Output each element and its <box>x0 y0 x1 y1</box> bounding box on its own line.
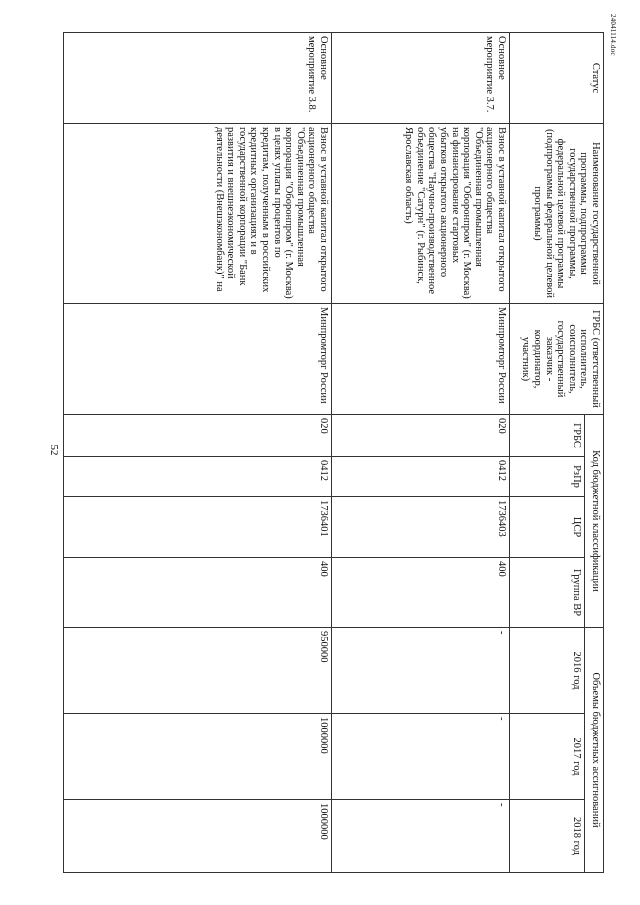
row-grbs: Минпромторг России <box>64 304 332 415</box>
table-row <box>332 33 510 873</box>
row-2018: 1000000 <box>64 800 332 873</box>
row-status: Основное мероприятие 3.8. <box>64 33 332 124</box>
row-vr: 400 <box>64 558 332 628</box>
footer-filename: 24041114.doc <box>609 14 617 56</box>
row-2017: 1000000 <box>64 714 332 800</box>
header-status: Статус <box>510 33 604 124</box>
row-grbs: Минпромторг России <box>332 304 510 415</box>
header-2016: 2016 год <box>510 628 585 714</box>
row-2018: - <box>332 800 510 873</box>
row-rzpr: 0412 <box>64 457 332 497</box>
budget-table <box>63 32 604 873</box>
row-rzpr: 0412 <box>332 457 510 497</box>
row-vr: 400 <box>332 558 510 628</box>
header-2017: 2017 год <box>510 714 585 800</box>
header-kbk-rzpr: РзПр <box>510 457 585 497</box>
header-grbs: ГРБС (ответственный исполнитель, соисполнитель, государственный заказчик - координатор, участник) <box>510 304 604 415</box>
header-row-1 <box>585 33 604 873</box>
header-2018: 2018 год <box>510 800 585 873</box>
header-kbk-grbs: ГРБС <box>510 415 585 457</box>
header-budget: Объемы бюджетных ассигнований <box>585 628 604 873</box>
table-row <box>64 33 332 873</box>
row-name: Взнос в уставной капитал открытого акционерного общества "Объединенная промышленная корпорация "Оборонпром" (г. Москва) на финансирование стартовых убытков открытого акционерного общества "Научно-производственное объединение "Сатурн" (г. Рыбинск, Ярославская область) <box>332 124 510 304</box>
row-status: Основное мероприятие 3.7. <box>332 33 510 124</box>
row-kbk-grbs: 020 <box>64 415 332 457</box>
row-csr: 1736403 <box>332 497 510 558</box>
row-csr: 1736401 <box>64 497 332 558</box>
header-kbk-csr: ЦСР <box>510 497 585 558</box>
row-2016: - <box>332 628 510 714</box>
header-name: Наименование государственной программы, подпрограммы государственной программы, федеральной целевой программы (подпрограммы федеральной целевой программы) <box>510 124 604 304</box>
row-2017: - <box>332 714 510 800</box>
row-2016: 950000 <box>64 628 332 714</box>
header-kbk: Код бюджетной классификации <box>585 415 604 628</box>
row-name: Взнос в уставной капитал открытого акционерного общества "Объединенная промышленная корпорация "Оборонпром" (г. Москва) в целях уплаты процентов по кредитам, полученным в российских кредитных организациях и в государственной корпорации "Банк развития и внешнеэкономической деятельности (Внешэкономбанк)" на <box>64 124 332 304</box>
page-number: 52 <box>48 444 60 456</box>
header-kbk-vr: Группа ВР <box>510 558 585 628</box>
row-kbk-grbs: 020 <box>332 415 510 457</box>
